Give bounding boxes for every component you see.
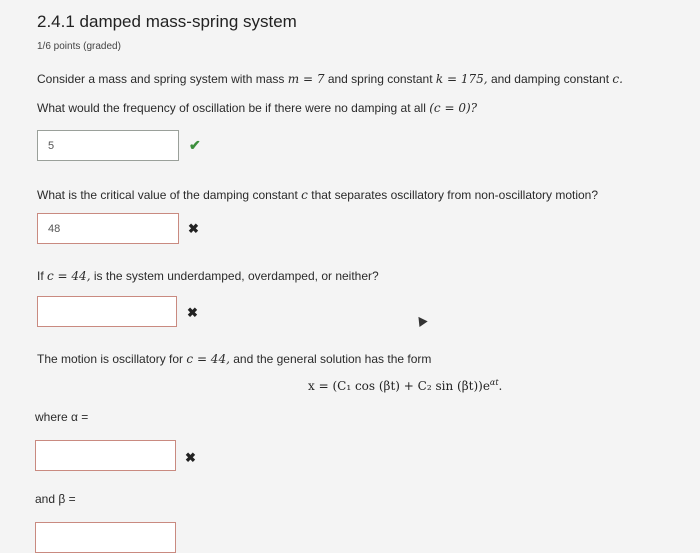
q3-suffix: is the system underdamped, overdamped, or neither?	[93, 269, 379, 283]
formula-end: .	[498, 379, 503, 393]
q3-condition: c = 44,	[47, 269, 91, 283]
q4-condition: c = 44,	[186, 352, 230, 366]
cross-icon: ✖	[188, 221, 199, 236]
damping-constant-var: c.	[612, 72, 623, 86]
problem-title: 2.4.1 damped mass-spring system	[37, 12, 297, 31]
spring-constant-value: k = 175,	[435, 72, 488, 86]
question-1-text	[37, 101, 477, 115]
question-3-text	[37, 269, 379, 283]
intro-prefix: Consider a mass and spring system with mass	[37, 72, 285, 86]
problem-statement	[37, 72, 623, 86]
cross-icon: ✖	[185, 450, 196, 465]
general-solution-formula	[308, 378, 502, 393]
q2-suffix: that separates oscillatory from non-oscillatory motion?	[311, 188, 599, 202]
damping-type-input[interactable]	[37, 296, 177, 327]
points-label: 1/6 points (graded)	[37, 41, 121, 52]
alpha-input[interactable]	[35, 440, 176, 471]
frequency-input-value: 5	[48, 139, 55, 152]
q4-suffix: and the general solution has the form	[233, 352, 432, 366]
beta-input[interactable]	[35, 522, 176, 553]
q4-prefix: The motion is oscillatory for	[37, 352, 184, 366]
cross-icon: ✖	[187, 305, 198, 320]
frequency-input[interactable]	[37, 130, 179, 161]
alpha-label: where α =	[35, 410, 89, 424]
mouse-cursor-icon	[414, 314, 427, 327]
beta-label: and β =	[35, 492, 76, 506]
intro-suffix: and damping constant	[490, 72, 610, 86]
formula-exponent: αt	[489, 378, 499, 387]
q1-prefix: What would the frequency of oscillation be if there were no damping at all	[37, 101, 426, 115]
intro-middle: and spring constant	[327, 72, 433, 86]
q1-condition: (c = 0)?	[429, 101, 478, 115]
mass-value: m = 7	[287, 72, 325, 86]
critical-damping-input-value: 48	[48, 222, 61, 235]
q2-c-var: c	[301, 188, 308, 202]
question-4-text	[37, 352, 431, 366]
q2-prefix: What is the critical value of the damping constant	[37, 188, 298, 202]
formula-body: x = (C₁ cos (βt) + C₂ sin (βt))e	[308, 379, 490, 393]
check-icon: ✔	[189, 137, 201, 153]
question-2-text	[37, 188, 598, 202]
critical-damping-input[interactable]	[37, 213, 179, 244]
q3-prefix: If	[37, 269, 44, 283]
